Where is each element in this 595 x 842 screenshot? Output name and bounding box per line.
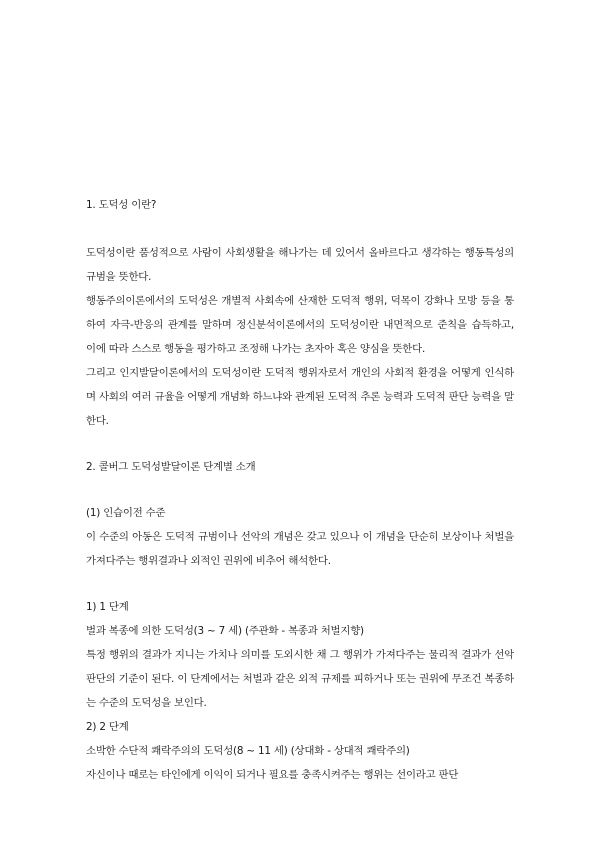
subsection-1-text: 이 수준의 아동은 도덕적 규범이나 선악의 개념은 갖고 있으나 이 개념을 단순히 보상이나 처벌을 가져다주는 행위결과나 외적인 권위에 비추어 해석한다. xyxy=(86,531,514,567)
stage-1-title: 벌과 복종에 의한 도덕성(3 ~ 7 세) (주관화 - 복종과 처벌지향) xyxy=(86,625,364,637)
stage-1-text: 특정 행위의 결과가 지니는 가치나 의미를 도외시한 채 그 행위가 가져다주는 물리적 결과가 선악판단의 기준이 된다. 이 단계에서는 처벌과 같은 외적 규제를 피하거나 또는 권위에 무조건 복종하는 수준의 도덕성을 보인다. xyxy=(86,649,514,709)
stage-2-heading: 2) 2 단계 xyxy=(86,721,129,733)
section-1-paragraph-3: 그리고 인지발달이론에서의 도덕성이란 도덕적 행위자로서 개인의 사회적 환경을 어떻게 인식하며 사회의 여러 규율을 어떻게 개념화 하느냐와 관계된 도덕적 추론 능력과 도덕적 판단 능력을 말한다. xyxy=(86,367,514,427)
document-body xyxy=(86,193,514,787)
stage-1-heading: 1) 1 단계 xyxy=(86,601,129,613)
section-1-heading: 1. 도덕성 이란? xyxy=(86,199,157,211)
stage-2-title: 소박한 수단적 쾌락주의의 도덕성(8 ~ 11 세) (상대화 - 상대적 쾌락주의) xyxy=(86,745,410,757)
section-2-heading: 2. 콜버그 도덕성발달이론 단계별 소개 xyxy=(86,461,256,473)
stage-2-text: 자신이나 때로는 타인에게 이익이 되거나 필요를 충족시켜주는 행위는 선이라고 판단 xyxy=(86,769,459,781)
subsection-1-heading: (1) 인습이전 수준 xyxy=(86,507,166,519)
section-1-paragraph-1: 도덕성이란 품성적으로 사람이 사회생활을 해나가는 데 있어서 올바르다고 생각하는 행동특성의 규범을 뜻한다. xyxy=(86,247,514,283)
section-1-paragraph-2: 행동주의이론에서의 도덕성은 개별적 사회속에 산재한 도덕적 행위, 덕목이 강화나 모방 등을 통하여 자극-반응의 관계를 말하며 정신분석이론에서의 도덕성이란 내면적으로 준칙을 습득하고, 이에 따라 스스로 행동을 평가하고 조정해 나가는 초자아 혹은 양심을 뜻한다. xyxy=(86,295,514,355)
